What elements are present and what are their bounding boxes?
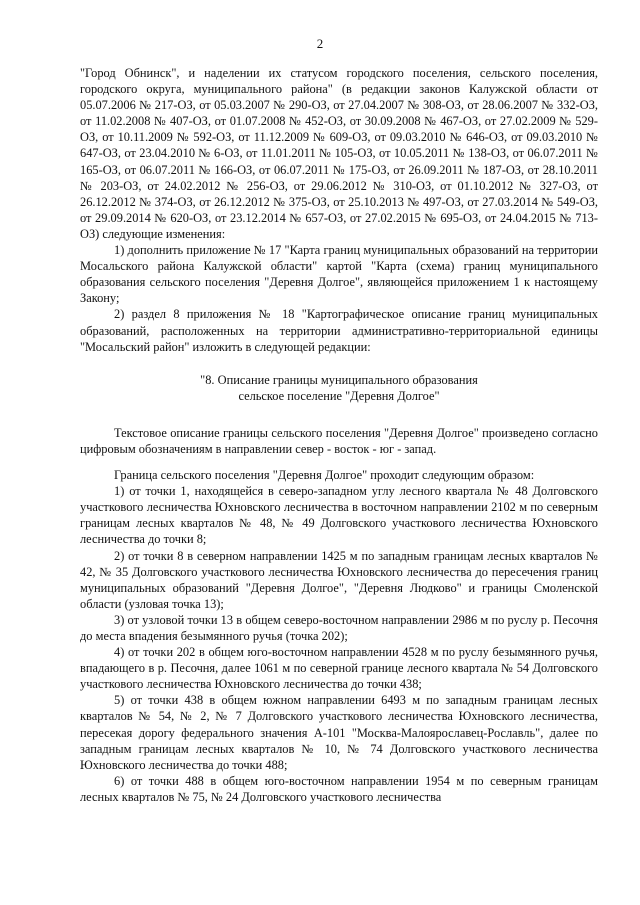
boundary-point-3: 3) от узловой точки 13 в общем северо-восточном направлении 2986 м по руслу р. Песочня до места впадения безымянного ручья (точка 202); bbox=[80, 612, 598, 643]
boundary-point-1: 1) от точки 1, находящейся в северо-западном углу лесного квартала № 48 Долговского участкового лесничества Юхновского лесничества в восточном направлении 2102 м по северным границам лесных кварталов № 48, № 49 Долговского участкового лесничества Юхновского лесничества до точки 8; bbox=[80, 484, 598, 547]
boundary-point-5: 5) от точки 438 в общем южном направлении 6493 м по западным границам лесных кварталов № 54, № 2, № 7 Долговского участкового лесничества Юхновского лесничества, пересекая дорогу федерального значения А-101 "Москва-Малоярославец-Рославль", далее по западным границам лесных кварталов № 10, № 74 Долговского участкового лесничества Юхновского лесничества до точки 488; bbox=[80, 693, 598, 772]
boundary-point-6: 6) от точки 488 в общем юго-восточном направлении 1954 м по северным границам лесных кварталов № 75, № 24 Долговского участкового лесничества bbox=[80, 773, 598, 804]
boundary-intro: Граница сельского поселения "Деревня Долгое" проходит следующим образом: bbox=[114, 468, 535, 483]
boundary-point-4: 4) от точки 202 в общем юго-восточном направлении 4528 м по руслу безымянного ручья, впадающего в р. Песочня, далее 1061 м по северной границе лесного квартала № 54 Долговского участкового лесничества Юхновского лесничества до точки 438; bbox=[80, 645, 598, 692]
description-paragraph: Текстовое описание границы сельского поселения "Деревня Долгое" произведено согласно цифровым обозначениям в направлении север - восток - юг - запад. bbox=[80, 425, 598, 456]
amendment-item-1: 1) дополнить приложение № 17 "Карта границ муниципальных образований на территории Мосальского района Калужской области" картой "Карта (схема) границ муниципального образования сельского поселения "Деревня Долгое", являющейся приложением 1 к настоящему Закону; bbox=[80, 243, 598, 306]
amendment-item-2: 2) раздел 8 приложения № 18 "Картографическое описание границ муниципальных образований, расположенных на территории административно-территориальной единицы "Мосальский район" изложить в следующей редакции: bbox=[80, 307, 598, 354]
document-body bbox=[80, 65, 598, 805]
page-number: 2 bbox=[316, 36, 324, 51]
intro-paragraph: "Город Обнинск", и наделении их статусом городского поселения, сельского поселения, городского округа, муниципального района" (в редакции законов Калужской области от 05.07.2006 № 217-ОЗ, от 05.03.2007 № 290-ОЗ, от 27.04.2007 № 308-ОЗ, от 28.06.2007 № 332-ОЗ, от 11.02.2008 № 407-ОЗ, от 01.07.2008 № 452-ОЗ, от 30.09.2008 № 467-ОЗ, от 27.02.2009 № 529-ОЗ, от 10.11.2009 № 592-ОЗ, от 11.12.2009 № 609-ОЗ, от 09.03.2010 № 646-ОЗ, от 09.03.2010 № 647-ОЗ, от 23.04.2010 № 6-ОЗ, от 11.01.2011 № 105-ОЗ, от 10.05.2011 № 138-ОЗ, от 06.07.2011 № 165-ОЗ, от 06.07.2011 № 166-ОЗ, от 06.07.2011 № 175-ОЗ, от 26.09.2011 № 187-ОЗ, от 28.10.2011 № 203-ОЗ, от 24.02.2012 № 256-ОЗ, от 29.06.2012 № 310-ОЗ, от 01.10.2012 № 327-ОЗ, от 26.12.2012 № 374-ОЗ, от 26.12.2012 № 375-ОЗ, от 25.10.2013 № 497-ОЗ, от 27.03.2014 № 549-ОЗ, от 29.09.2014 № 620-ОЗ, от 23.12.2014 № 657-ОЗ, от 27.02.2015 № 695-ОЗ, от 24.04.2015 № 713-ОЗ) следующие изменения: bbox=[80, 66, 598, 241]
section-heading-line-1: "8. Описание границы муниципального образования bbox=[200, 372, 478, 387]
boundary-point-2: 2) от точки 8 в северном направлении 1425 м по западным границам лесных кварталов № 42, № 35 Долговского участкового лесничества Юхновского лесничества до пересечения границ муниципальных образований "Деревня Долгое", "Деревня Людково" и границы Смоленской области (узловая точка 13); bbox=[80, 548, 598, 611]
section-heading-line-2: сельское поселение "Деревня Долгое" bbox=[238, 388, 440, 403]
